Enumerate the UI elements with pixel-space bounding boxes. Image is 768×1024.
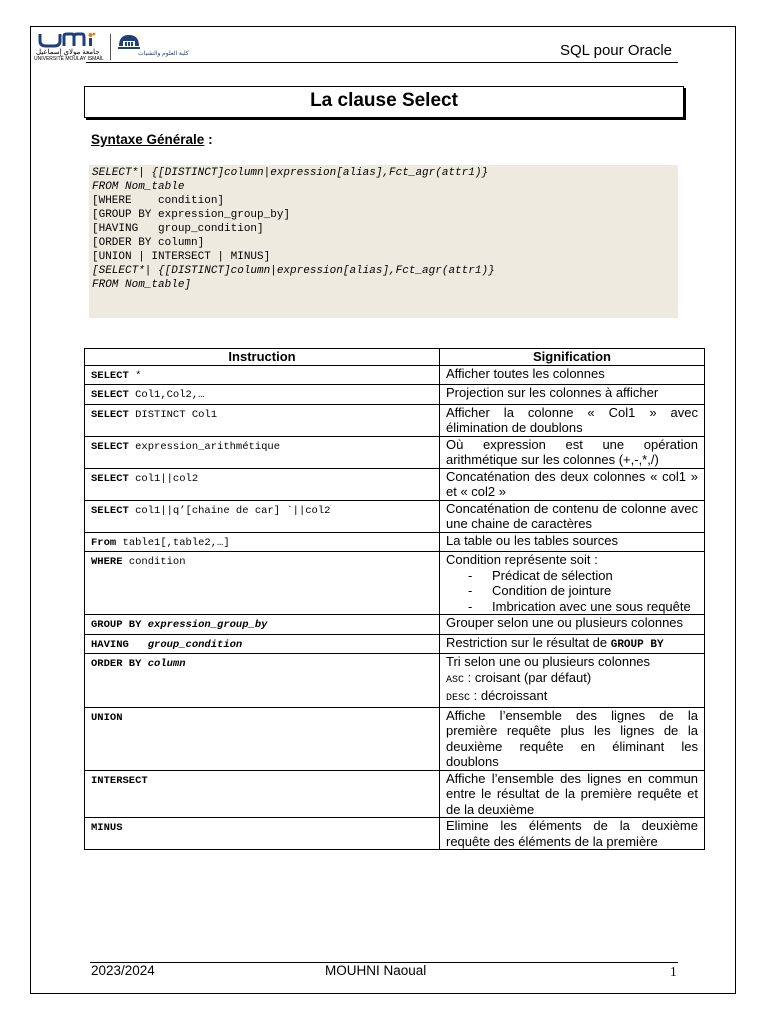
sig-code: GROUP BY	[610, 638, 664, 651]
bullet-text: Imbrication avec une sous requête	[492, 598, 691, 614]
desc-code: DESC	[446, 693, 471, 704]
signification-cell: Où expression est une opération arithmétique sur les colonnes (+,-,*,/)	[440, 436, 705, 468]
signification-cell: Affiche l’ensemble des lignes en commun entre le résultat de la première requête et de la deuxième	[440, 770, 705, 818]
asc-code: ASC	[446, 674, 465, 686]
document-header-title: SQL pour Oracle	[560, 42, 672, 59]
footer-year: 2023/2024	[91, 963, 155, 978]
signification-cell: Projection sur les colonnes à afficher	[440, 385, 705, 405]
page-number: 1	[670, 964, 677, 979]
sql-keyword: UNION	[91, 711, 123, 724]
bullet-dash: -	[468, 598, 473, 614]
signification-cell: Concaténation de contenu de colonne avec une chaine de caractères	[440, 500, 705, 532]
signification-cell: Elimine les éléments de la deuxième requête des éléments de la première	[440, 818, 705, 850]
header-signification: Signification	[440, 349, 705, 366]
sig-text: Restriction sur le résultat de	[446, 634, 611, 650]
sql-args: col1||col2	[128, 472, 199, 485]
table-row	[85, 615, 705, 635]
bullet-item	[446, 583, 698, 599]
order-intro: Tri selon une ou plusieurs colonnes	[446, 654, 651, 669]
instruction-cell	[85, 770, 440, 818]
table-row	[85, 707, 705, 770]
instruction-cell	[85, 532, 440, 552]
sql-args: table1[,table2,…]	[116, 536, 230, 549]
bullet-text: Condition de jointure	[492, 583, 612, 598]
signification-cell	[440, 634, 705, 654]
sql-keyword: HAVING	[91, 638, 129, 651]
sql-keyword: SELECT	[91, 440, 129, 453]
sql-keyword: SELECT	[91, 504, 129, 517]
syntax-code-block	[89, 165, 678, 318]
table-row	[85, 634, 705, 654]
code-line: [ORDER BY column]	[92, 237, 205, 249]
sql-args: column	[141, 658, 186, 670]
syntax-heading-text: Syntaxe Générale	[91, 132, 205, 147]
bullet-dash: -	[468, 567, 473, 583]
table-row	[85, 532, 705, 552]
header-logos	[34, 32, 194, 62]
signification-cell: Affiche l’ensemble des lignes de la première requête plus les lignes de la deuxième requête en éliminant les doublons	[440, 707, 705, 770]
sql-args: Col1,Col2,…	[128, 389, 205, 401]
sql-args: *	[128, 369, 142, 382]
signification-cell: Afficher toutes les colonnes	[440, 365, 705, 385]
table-row	[85, 552, 705, 615]
sql-keyword: SELECT	[91, 472, 129, 485]
code-line: [UNION | INTERSECT | MINUS]	[92, 251, 271, 263]
signification-cell: La table ou les tables sources	[440, 532, 705, 552]
code-line: [WHERE condition]	[92, 195, 225, 207]
bullet-item	[446, 568, 698, 584]
umi-latin-name: UNIVERSITÉ MOULAY ISMAÏL	[34, 56, 104, 62]
sql-keyword: ORDER BY	[91, 658, 142, 670]
instruction-cell	[85, 552, 440, 615]
bullet-dash: -	[468, 583, 473, 598]
code-line: SELECT*| {[DISTINCT]column|expression[alias],Fct_agr(attr1)}	[92, 167, 489, 179]
instruction-cell	[85, 500, 440, 532]
sql-args: expression_arithmétique	[128, 440, 281, 453]
desc-line	[446, 688, 698, 707]
instruction-cell	[85, 634, 440, 654]
code-line: [HAVING group_condition]	[92, 223, 264, 235]
code-line: FROM Nom_table]	[92, 279, 192, 291]
instruction-cell	[85, 365, 440, 385]
table-row	[85, 770, 705, 818]
signification-cell: Concaténation des deux colonnes « col1 » et « col2 »	[440, 468, 705, 500]
sql-keyword: GROUP BY	[91, 619, 142, 631]
page-title: La clause Select	[84, 86, 684, 118]
sql-keyword: SELECT	[91, 369, 129, 382]
signification-cell: Afficher la colonne « Col1 » avec élimination de doublons	[440, 404, 705, 436]
faculty-arabic-name: كلية العلوم والتقنيات	[138, 51, 189, 57]
instruction-cell	[85, 404, 440, 436]
signification-cell	[440, 654, 705, 708]
instruction-table	[84, 348, 705, 850]
syntax-heading-colon: :	[204, 132, 213, 147]
header-instruction: Instruction	[85, 349, 440, 366]
instruction-cell	[85, 654, 440, 708]
code-line: [GROUP BY expression_group_by]	[92, 209, 291, 221]
sql-args: group_condition	[128, 638, 243, 651]
umi-arabic-name: جامعة مولاي إسماعيل	[36, 49, 100, 56]
table-row	[85, 468, 705, 500]
signification-cell: Grouper selon une ou plusieurs colonnes	[440, 615, 705, 635]
sql-keyword: MINUS	[91, 822, 123, 834]
table-row	[85, 818, 705, 850]
sql-keyword: SELECT	[91, 389, 129, 401]
asc-line	[446, 670, 698, 689]
sql-keyword: SELECT	[91, 408, 129, 421]
signification-cell	[440, 552, 705, 615]
instruction-cell	[85, 468, 440, 500]
logo-divider	[110, 34, 111, 60]
code-line: FROM Nom_table	[92, 181, 185, 193]
footer-author: MOUHNI Naoual	[325, 963, 427, 978]
instruction-cell	[85, 385, 440, 405]
sql-keyword: From	[91, 536, 117, 549]
header-rule	[86, 62, 678, 63]
table-row	[85, 436, 705, 468]
table-row	[85, 365, 705, 385]
code-line: [SELECT*| {[DISTINCT]column|expression[alias],Fct_agr(attr1)}	[92, 265, 495, 277]
table-row	[85, 385, 705, 405]
asc-text: : croisant (par défaut)	[464, 669, 592, 685]
syntax-heading	[91, 132, 213, 147]
table-row	[85, 500, 705, 532]
sql-keyword: INTERSECT	[91, 774, 148, 787]
desc-text: : décroissant	[470, 688, 548, 703]
sql-args: condition	[122, 556, 186, 568]
where-intro: Condition représente soit :	[446, 552, 598, 567]
bullet-text: Prédicat de sélection	[492, 567, 613, 583]
bullet-item	[446, 599, 698, 615]
instruction-cell	[85, 615, 440, 635]
sql-args: col1||q’[chaine de car] `||col2	[128, 504, 331, 517]
sql-args: expression_group_by	[141, 619, 268, 631]
instruction-cell	[85, 436, 440, 468]
table-row	[85, 404, 705, 436]
table-row	[85, 654, 705, 708]
table-header-row	[85, 349, 705, 366]
instruction-cell	[85, 707, 440, 770]
sql-keyword: WHERE	[91, 556, 123, 568]
sql-args: DISTINCT Col1	[128, 408, 218, 421]
instruction-cell	[85, 818, 440, 850]
